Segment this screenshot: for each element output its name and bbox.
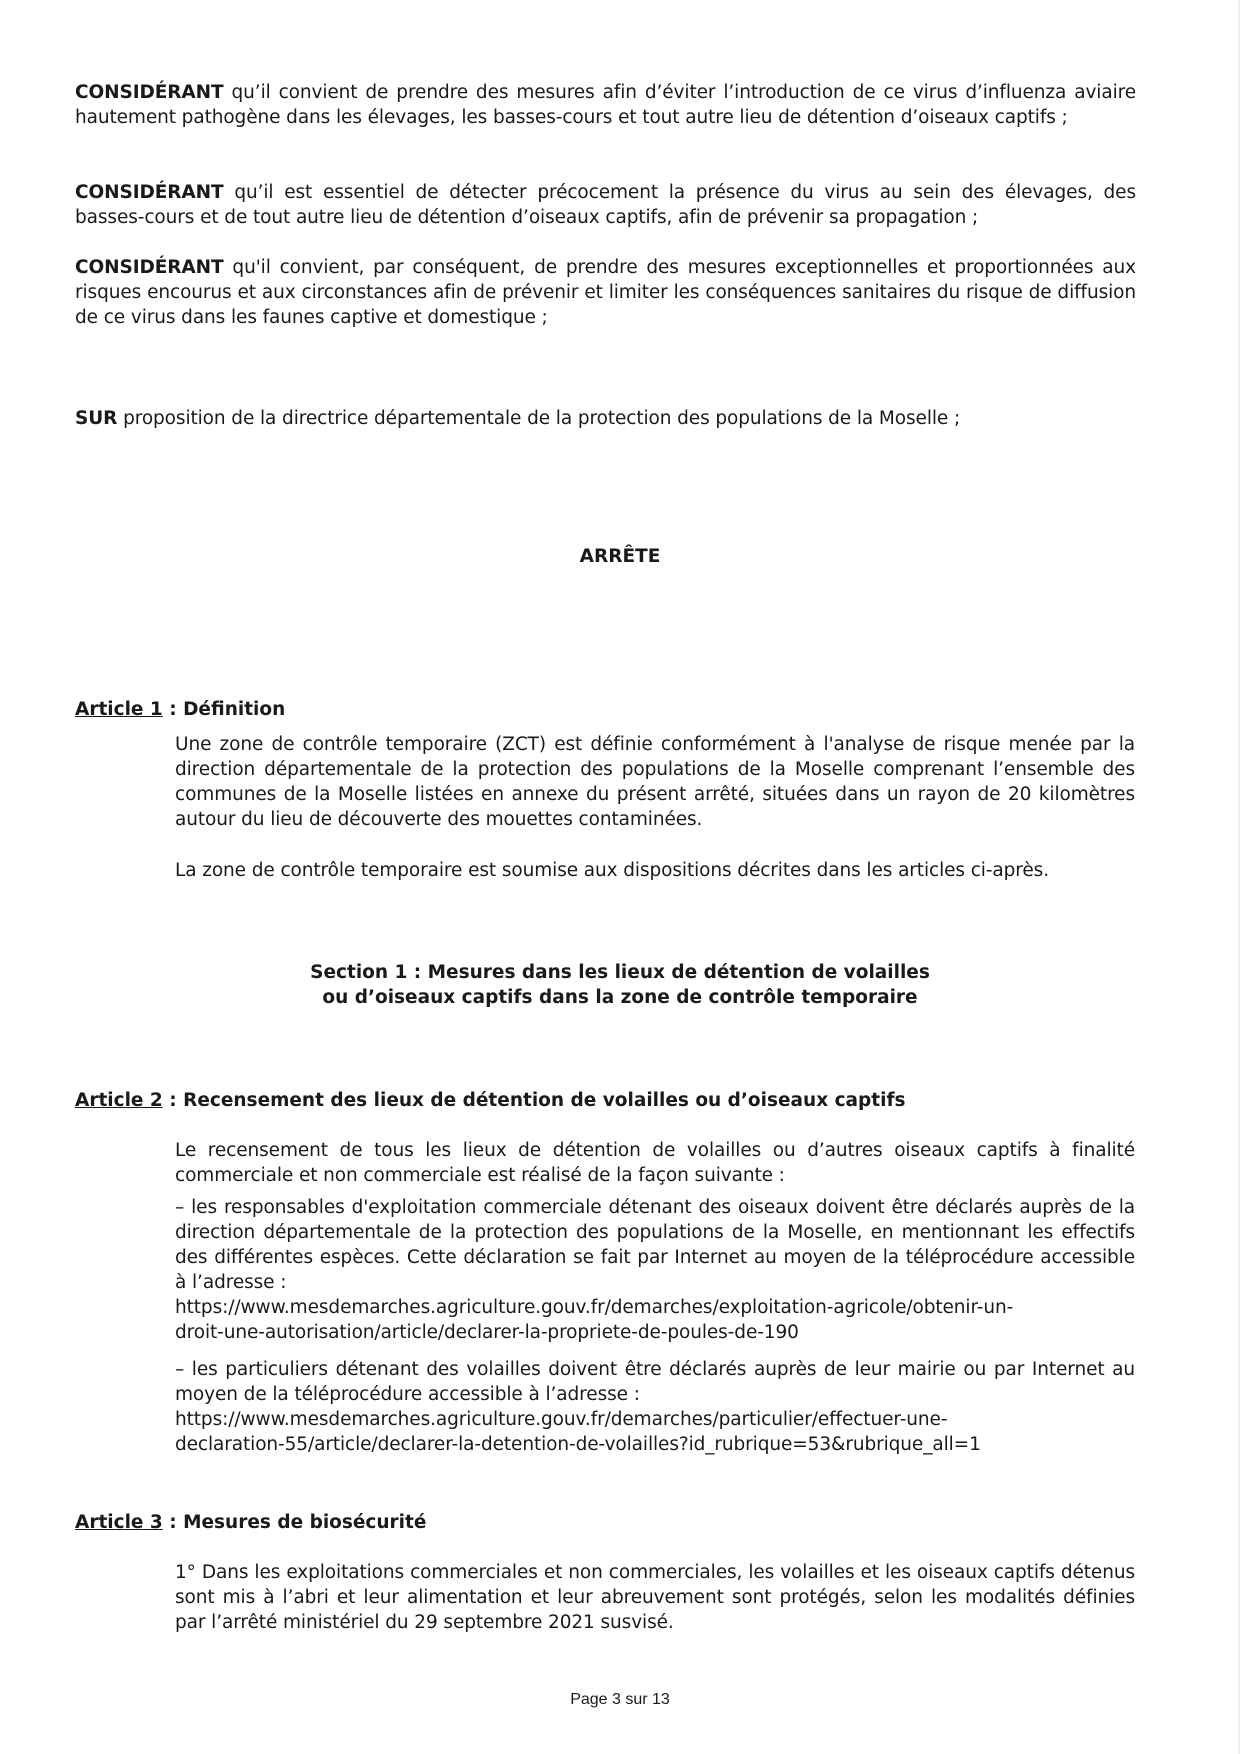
article-1-heading [75, 697, 285, 722]
proposition-text: proposition de la directrice départementale de la protection des populations de la Moselle ; [117, 408, 961, 429]
section-1-title-line-2: ou d’oiseaux captifs dans la zone de contrôle temporaire [322, 987, 918, 1008]
article-2-item-1: – les responsables d'exploitation commerciale détenant des oiseaux doivent être déclarés auprès de la direction départementale de la protection des populations de la Moselle, en mentionnant les effectifs des différentes espèces. Cette déclaration se fait par Internet au moyen de la téléprocédure accessible à l’adresse : [175, 1197, 1135, 1293]
considerant-3 [75, 255, 1136, 330]
article-3-heading [75, 1510, 426, 1535]
considerant-2 [75, 180, 1136, 230]
considerant-2-text: qu’il est essentiel de détecter précocement la présence du virus au sein des élevages, des basses-cours et de tout autre lieu de détention d’oiseaux captifs, afin de prévenir sa propagation ; [75, 182, 1136, 228]
article-1-title: Définition [183, 699, 286, 720]
proposition-keyword: SUR [75, 408, 118, 429]
article-2-url-2-line-1: https://www.mesdemarches.agriculture.gouv.fr/demarches/particulier/effectuer-une- [175, 1409, 948, 1430]
considerant-3-text: qu'il convient, par conséquent, de prendre des mesures exceptionnelles et proportionnées aux risques encourus et aux circonstances afin de prévenir et limiter les conséquences sanitaires du risque de diffusion de ce virus dans les faunes captive et domestique ; [75, 257, 1136, 328]
article-2-label: Article 2 [75, 1090, 163, 1111]
article-2-url-2-line-2: declaration-55/article/declarer-la-detention-de-volailles?id_rubrique=53&rubrique_all=1 [175, 1434, 981, 1455]
page-number: Page 3 sur 13 [570, 1691, 670, 1708]
article-2-title: Recensement des lieux de détention de volailles ou d’oiseaux captifs [183, 1090, 906, 1111]
considerant-2-keyword: CONSIDÉRANT [75, 182, 224, 203]
considerant-3-keyword: CONSIDÉRANT [75, 257, 224, 278]
considerant-1 [75, 80, 1136, 130]
article-2-heading [75, 1088, 906, 1113]
arrete-title: ARRÊTE [579, 546, 661, 567]
article-3-separator: : [162, 1512, 184, 1533]
article-1-label: Article 1 [75, 699, 163, 720]
article-1-paragraph-2: La zone de contrôle temporaire est soumise aux dispositions décrites dans les articles ci-après. [175, 860, 1049, 881]
section-1-title-line-1: Section 1 : Mesures dans les lieux de détention de volailles [310, 962, 930, 983]
considerant-1-keyword: CONSIDÉRANT [75, 82, 224, 103]
considerant-1-text: qu’il convient de prendre des mesures afin d’éviter l’introduction de ce virus d’influenza aviaire hautement pathogène dans les élevages, les basses-cours et tout autre lieu de détention d’oiseaux captifs ; [75, 82, 1136, 128]
article-1-separator: : [162, 699, 184, 720]
article-2-url-1-line-2: droit-une-autorisation/article/declarer-la-propriete-de-poules-de-190 [175, 1322, 799, 1343]
article-2-url-1-line-1: https://www.mesdemarches.agriculture.gouv.fr/demarches/exploitation-agricole/obtenir-un- [175, 1297, 1014, 1318]
article-3-label: Article 3 [75, 1512, 163, 1533]
proposition [75, 406, 1136, 431]
article-2-intro: Le recensement de tous les lieux de détention de volailles ou d’autres oiseaux captifs à finalité commerciale et non commerciale est réalisé de la façon suivante : [175, 1140, 1135, 1186]
article-2-item-2: – les particuliers détenant des volailles doivent être déclarés auprès de leur mairie ou par Internet au moyen de la téléprocédure accessible à l’adresse : [175, 1359, 1135, 1405]
article-3-paragraph: 1° Dans les exploitations commerciales et non commerciales, les volailles et les oiseaux captifs détenus sont mis à l’abri et leur alimentation et leur abreuvement sont protégés, selon les modalités définies par l’arrêté ministériel du 29 septembre 2021 susvisé. [175, 1562, 1135, 1633]
article-3-title: Mesures de biosécurité [183, 1512, 427, 1533]
article-2-separator: : [162, 1090, 184, 1111]
article-1-paragraph-1: Une zone de contrôle temporaire (ZCT) est définie conformément à l'analyse de risque menée par la direction départementale de la protection des populations de la Moselle comprenant l’ensemble des communes de la Moselle listées en annexe du présent arrêté, situées dans un rayon de 20 kilomètres autour du lieu de découverte des mouettes contaminées. [175, 734, 1135, 830]
